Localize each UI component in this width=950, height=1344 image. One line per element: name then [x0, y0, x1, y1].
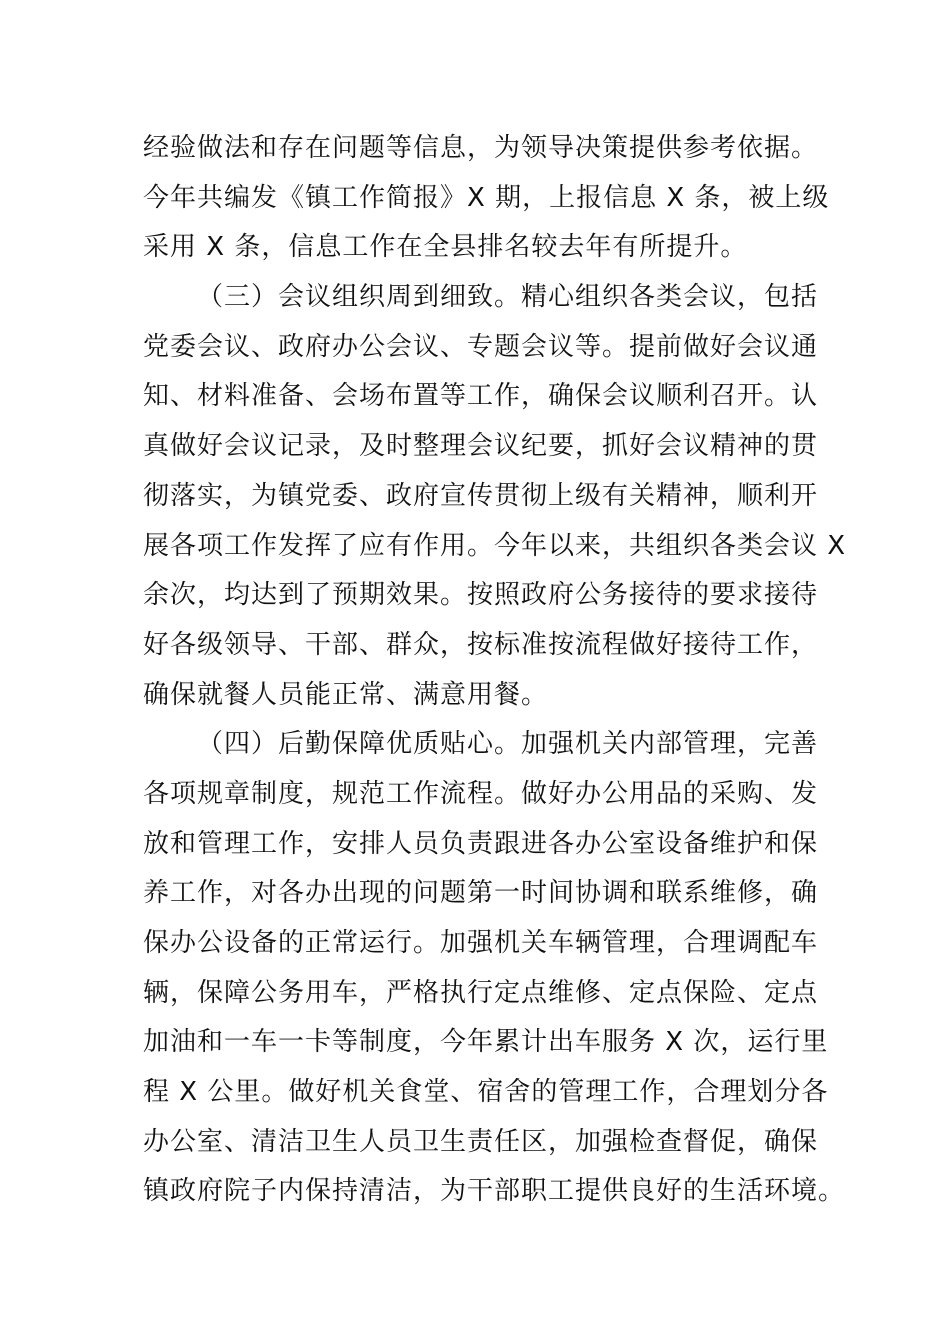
text-line-14: 各项规章制度，规范工作流程。做好办公用品的采购、发: [143, 778, 819, 809]
text-line-10: 余次，均达到了预期效果。按照政府公务接待的要求接待: [143, 580, 819, 611]
text-line-21: 办公室、清洁卫生人员卫生责任区，加强检查督促，确保: [143, 1126, 819, 1157]
text-line-18: 辆，保障公务用车，严格执行定点维修、定点保险、定点: [143, 977, 819, 1008]
text-line-12: 确保就餐人员能正常、满意用餐。: [143, 679, 549, 710]
text-line-5: 党委会议、政府办公会议、专题会议等。提前做好会议通: [143, 331, 819, 362]
text-line-11: 好各级领导、干部、群众，按标准按流程做好接待工作，: [143, 629, 819, 660]
body-text: [143, 124, 847, 1217]
text-line-19: 加油和一车一卡等制度，今年累计出车服务 X 次，运行里: [143, 1027, 829, 1058]
text-line-3: 采用 X 条，信息工作在全县排名较去年有所提升。: [143, 232, 748, 263]
section-three-heading-line: （三）会议组织周到细致。精心组织各类会议，包括: [197, 282, 819, 313]
text-line-7: 真做好会议记录，及时整理会议纪要，抓好会议精神的贯: [143, 431, 819, 462]
text-line-1: 经验做法和存在问题等信息，为领导决策提供参考依据。: [143, 133, 819, 163]
text-line-9: 展各项工作发挥了应有作用。今年以来，共组织各类会议 X: [143, 530, 847, 561]
text-line-8: 彻落实，为镇党委、政府宣传贯彻上级有关精神，顺利开: [143, 480, 819, 511]
text-line-15: 放和管理工作，安排人员负责跟进各办公室设备维护和保: [143, 828, 819, 859]
text-line-6: 知、材料准备、会场布置等工作，确保会议顺利召开。认: [143, 381, 819, 412]
text-line-2: 今年共编发《镇工作简报》X 期，上报信息 X 条，被上级: [143, 182, 830, 213]
section-four-heading-line: （四）后勤保障优质贴心。加强机关内部管理，完善: [197, 729, 819, 760]
text-line-22: 镇政府院子内保持清洁，为干部职工提供良好的生活环境。: [143, 1176, 846, 1207]
text-line-16: 养工作，对各办出现的问题第一时间协调和联系维修，确: [143, 878, 819, 909]
text-line-17: 保办公设备的正常运行。加强机关车辆管理，合理调配车: [143, 928, 819, 958]
text-line-20: 程 X 公里。做好机关食堂、宿舍的管理工作，合理划分各: [143, 1077, 829, 1108]
